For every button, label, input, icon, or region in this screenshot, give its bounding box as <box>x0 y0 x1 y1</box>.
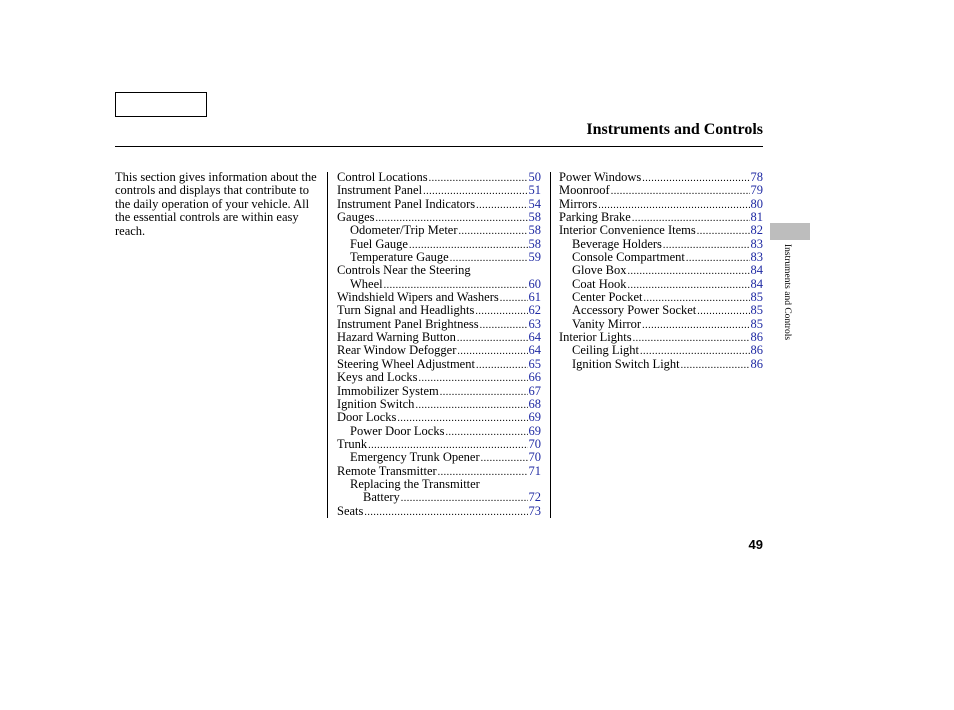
toc-entry[interactable] <box>337 465 541 478</box>
toc-leader-dots <box>476 199 527 212</box>
column-divider-right <box>550 172 551 518</box>
toc-leader-dots <box>457 332 528 345</box>
toc-entry-label: Temperature Gauge <box>350 250 449 265</box>
toc-page-link[interactable]: 65 <box>528 356 541 371</box>
toc-leader-dots <box>642 319 749 332</box>
toc-entry[interactable] <box>337 344 541 357</box>
toc-entry[interactable] <box>337 304 541 317</box>
toc-page-link[interactable]: 73 <box>528 503 541 518</box>
toc-entry-label: Glove Box <box>572 263 627 278</box>
toc-entry[interactable] <box>337 198 541 211</box>
toc-entry-label: Power Door Locks <box>350 423 445 438</box>
toc-entry-label: Replacing the Transmitter <box>350 476 480 491</box>
toc-page-link[interactable]: 70 <box>528 436 541 451</box>
toc-entry[interactable] <box>337 438 541 451</box>
toc-entry-label: Hazard Warning Button <box>337 330 456 345</box>
toc-entry-label: Control Locations <box>337 170 428 184</box>
toc-page-link[interactable]: 85 <box>750 316 763 331</box>
toc-entry[interactable] <box>337 411 541 424</box>
toc-page-link[interactable]: 71 <box>528 463 541 478</box>
toc-entry[interactable] <box>337 211 541 224</box>
toc-leader-dots <box>445 426 527 439</box>
toc-leader-dots <box>697 305 749 318</box>
toc-entry[interactable] <box>559 251 763 264</box>
toc-leader-dots <box>633 332 750 345</box>
toc-page-link[interactable]: 80 <box>750 196 763 211</box>
toc-entry-label: Odometer/Trip Meter <box>350 223 458 238</box>
toc-page-link[interactable]: 83 <box>750 250 763 265</box>
toc-entry-label: Keys and Locks <box>337 370 418 385</box>
toc-page-link[interactable]: 86 <box>750 343 763 358</box>
toc-entry-label: Mirrors <box>559 196 598 211</box>
toc-entry[interactable] <box>337 451 541 464</box>
toc-entry[interactable] <box>559 291 763 304</box>
toc-entry <box>337 478 541 491</box>
toc-entry[interactable] <box>337 371 541 384</box>
toc-entry[interactable] <box>337 278 541 291</box>
toc-page-link[interactable]: 58 <box>528 223 541 238</box>
toc-entry[interactable] <box>337 385 541 398</box>
toc-page-link[interactable]: 81 <box>750 210 763 225</box>
toc-page-link[interactable]: 79 <box>750 183 763 198</box>
toc-page-link[interactable]: 70 <box>528 450 541 465</box>
column-divider-left <box>327 172 328 518</box>
toc-entry-label: Wheel <box>350 276 383 291</box>
toc-entry-label: Moonroof <box>559 183 610 198</box>
toc-page-link[interactable]: 63 <box>528 316 541 331</box>
toc-page-link[interactable]: 69 <box>528 410 541 425</box>
toc-leader-dots <box>697 225 750 238</box>
toc-page-link[interactable]: 82 <box>750 223 763 238</box>
toc-page-link[interactable]: 54 <box>528 196 541 211</box>
side-tab <box>770 223 810 240</box>
toc-entry-label: Gauges <box>337 210 375 225</box>
toc-entry[interactable] <box>337 251 541 264</box>
toc-leader-dots <box>429 172 528 185</box>
toc-entry-label: Accessory Power Socket <box>572 303 697 318</box>
toc-entry-label: Steering Wheel Adjustment <box>337 356 475 371</box>
toc-leader-dots <box>440 386 528 399</box>
toc-page-link[interactable]: 62 <box>528 303 541 318</box>
toc-leader-dots <box>401 492 528 505</box>
toc-entry-label: Ignition Switch <box>337 396 415 411</box>
toc-entry[interactable] <box>337 358 541 371</box>
header-rule <box>115 146 763 147</box>
header-box <box>115 92 207 117</box>
toc-leader-dots <box>628 265 750 278</box>
toc-entry[interactable] <box>559 344 763 357</box>
toc-entry[interactable] <box>337 291 541 304</box>
toc-entry-label: Console Compartment <box>572 250 685 265</box>
toc-entry[interactable] <box>559 331 763 344</box>
toc-entry[interactable] <box>559 211 763 224</box>
toc-page-link[interactable]: 58 <box>528 236 541 251</box>
toc-entry[interactable] <box>337 425 541 438</box>
toc-leader-dots <box>364 506 527 519</box>
toc-page-link[interactable]: 66 <box>528 370 541 385</box>
toc-page-link[interactable]: 50 <box>528 170 541 184</box>
toc-entry-label: Interior Convenience Items <box>559 223 696 238</box>
toc-page-link[interactable]: 59 <box>528 250 541 265</box>
toc-leader-dots <box>611 185 750 198</box>
toc-page-link[interactable]: 85 <box>750 303 763 318</box>
toc-entry[interactable] <box>337 184 541 197</box>
toc-entry-label: Power Windows <box>559 170 642 184</box>
toc-leader-dots <box>500 292 528 305</box>
toc-leader-dots <box>628 279 750 292</box>
toc-entry[interactable] <box>559 198 763 211</box>
toc-entry[interactable] <box>337 491 541 504</box>
toc-page-link[interactable]: 51 <box>528 183 541 198</box>
toc-page-link[interactable]: 69 <box>528 423 541 438</box>
toc-leader-dots <box>476 359 528 372</box>
toc-entry[interactable] <box>337 318 541 331</box>
toc-entry-label: Ceiling Light <box>572 343 640 358</box>
toc-entry-label: Center Pocket <box>572 290 643 305</box>
toc-page-link[interactable]: 83 <box>750 236 763 251</box>
toc-entry-label: Remote Transmitter <box>337 463 437 478</box>
toc-entry <box>337 264 541 277</box>
toc-page-link[interactable]: 68 <box>528 396 541 411</box>
toc-entry-label: Trunk <box>337 436 368 451</box>
side-tab-label: Instruments and Controls <box>782 244 792 341</box>
toc-leader-dots <box>415 399 527 412</box>
toc-entry-label: Rear Window Defogger <box>337 343 457 358</box>
toc-entry-label: Seats <box>337 503 364 518</box>
toc-entry[interactable] <box>337 224 541 237</box>
toc-entry-label: Battery <box>363 490 400 505</box>
toc-entry[interactable] <box>337 238 541 251</box>
toc-page-link[interactable]: 86 <box>750 356 763 371</box>
toc-entry[interactable] <box>337 171 541 184</box>
toc-entry-label: Instrument Panel Indicators <box>337 196 476 211</box>
toc-entry-label: Coat Hook <box>572 276 627 291</box>
toc-entry[interactable] <box>559 224 763 237</box>
toc-entry-label: Ignition Switch Light <box>572 356 680 371</box>
toc-entry-label: Windshield Wipers and Washers <box>337 290 499 305</box>
section-title: Instruments and Controls <box>586 121 763 138</box>
toc-entry[interactable] <box>337 331 541 344</box>
toc-leader-dots <box>481 452 528 465</box>
toc-entry-label: Interior Lights <box>559 330 632 345</box>
toc-entry[interactable] <box>337 398 541 411</box>
toc-entry-label: Instrument Panel <box>337 183 423 198</box>
toc-entry[interactable] <box>559 238 763 251</box>
toc-page-link[interactable]: 67 <box>528 383 541 398</box>
toc-entry-label: Instrument Panel Brightness <box>337 316 479 331</box>
intro-paragraph: This section gives information about the controls and displays that contribute to the daily operation of your vehicle. All the essential controls are within easy reach. <box>115 170 317 238</box>
toc-leader-dots <box>686 252 750 265</box>
toc-entry[interactable] <box>559 318 763 331</box>
toc-page-link[interactable]: 60 <box>528 276 541 291</box>
toc-entry-label: Emergency Trunk Opener <box>350 450 480 465</box>
toc-entry-label: Fuel Gauge <box>350 236 408 251</box>
toc-entry-label: Turn Signal and Headlights <box>337 303 475 318</box>
toc-leader-dots <box>459 225 528 238</box>
toc-entry[interactable] <box>559 264 763 277</box>
toc-page-link[interactable]: 58 <box>528 210 541 225</box>
toc-page-link[interactable]: 64 <box>528 343 541 358</box>
toc-leader-dots <box>681 359 750 372</box>
toc-leader-dots <box>642 172 749 185</box>
toc-entry[interactable] <box>559 304 763 317</box>
toc-entry[interactable] <box>559 278 763 291</box>
toc-page-link[interactable]: 64 <box>528 330 541 345</box>
toc-entry-label: Controls Near the Steering <box>337 263 471 278</box>
toc-page-link[interactable]: 72 <box>528 490 541 505</box>
toc-entry-label: Immobilizer System <box>337 383 439 398</box>
toc-entry[interactable] <box>559 171 763 184</box>
toc-entry[interactable] <box>559 358 763 371</box>
toc-page-link[interactable]: 85 <box>750 290 763 305</box>
toc-page-link[interactable]: 84 <box>750 276 763 291</box>
toc-entry-label: Beverage Holders <box>572 236 662 251</box>
toc-leader-dots <box>480 319 528 332</box>
toc-entry[interactable] <box>559 184 763 197</box>
toc-leader-dots <box>475 305 527 318</box>
toc-entry[interactable] <box>337 505 541 518</box>
toc-entry-label: Parking Brake <box>559 210 631 225</box>
toc-entry-label: Door Locks <box>337 410 397 425</box>
toc-column-2 <box>559 171 763 371</box>
toc-column-1 <box>337 171 541 518</box>
toc-page-link[interactable]: 78 <box>750 170 763 184</box>
toc-entry-label: Vanity Mirror <box>572 316 642 331</box>
toc-page-link[interactable]: 84 <box>750 263 763 278</box>
toc-page-link[interactable]: 86 <box>750 330 763 345</box>
page-number: 49 <box>748 537 763 552</box>
toc-page-link[interactable]: 61 <box>528 290 541 305</box>
